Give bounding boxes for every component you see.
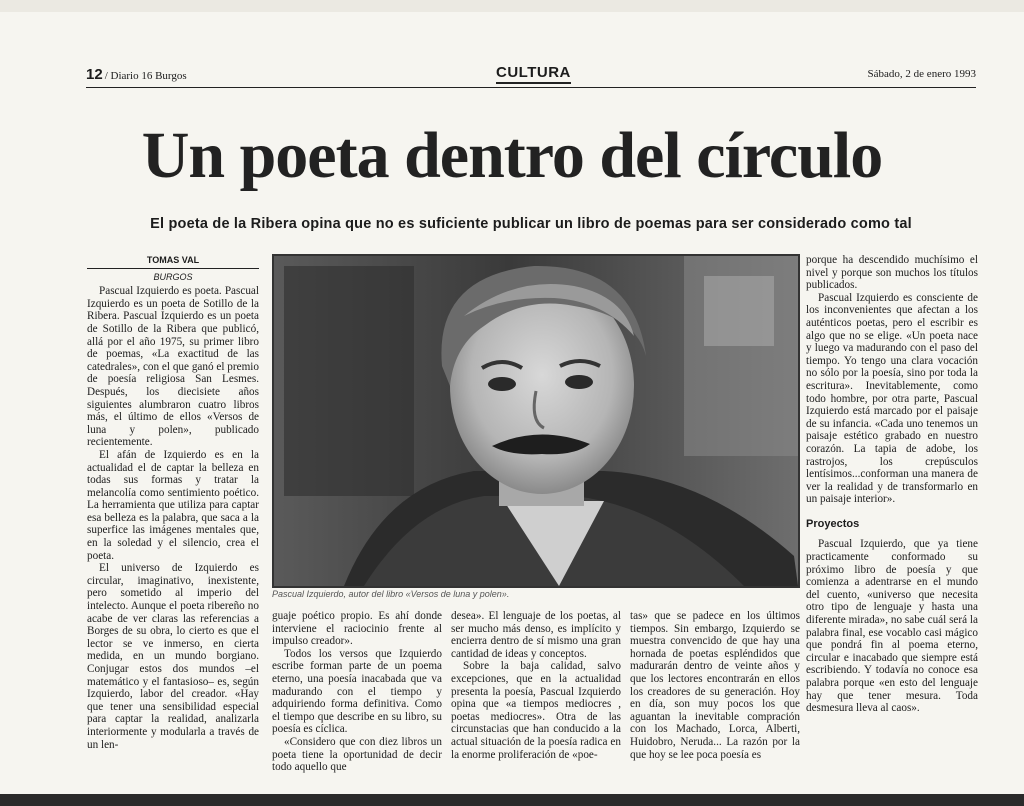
article-column-4 bbox=[630, 610, 800, 794]
scan-edge-top bbox=[0, 0, 1024, 12]
paragraph: Pascual Izquierdo, que ya tiene practicamente conformado su próximo libro de poesía y que comienza a adentrarse en el mundo del cuento, «universo que necesita otro tipo de lenguaje y hasta una diferente mirada», no sabe cuál será la palabra final, ese vocablo casi mágico que pondrá fin al poema eterno, circular e inacabado que siempre está escribiendo. Y todavía no conoce esa palabra porque «en esto del lenguaje hay que tener mesura. Toda desmesura lleva al caos». bbox=[806, 538, 978, 715]
section-subtitle: Proyectos bbox=[806, 517, 860, 530]
paragraph: El universo de Izquierdo es circular, imaginativo, inexistente, pero sometido al imperio del intelecto. Aunque el poeta ribereño no acabe de ver claras las referencias a Borges de su obra, lo cierto es que el lector se ve inmerso, en cierta medida, en un mundo borgiano. Conjugar estos dos mundos –el matemático y el fantasioso– es, según Izquierdo, labor del creador. «Hay que tener una sensibilidad especial para captar la realidad, analizarla interiormente y modularla a través de un len- bbox=[87, 562, 259, 751]
paragraph: tas» que se padece en los últimos tiempos. Sin embargo, Izquierdo se muestra convencido de que hay una hornada de poetas espléndidos que madurarán dentro de veinte años y que los lectores encontrarán en ellos los creadores de su generación. Hoy en día, son muy pocos los que aguantan la inevitable compración con los Machado, Lorca, Alberti, Huidobro, Neruda... La razón por la que hoy se lee poca poesía es bbox=[630, 610, 800, 761]
photo-caption: Pascual Izquierdo, autor del libro «Versos de luna y polen». bbox=[272, 589, 510, 599]
paragraph: desea». El lenguaje de los poetas, al ser mucho más denso, es implícito y encierra dentro de sí mismo una gran cantidad de ideas y conceptos. bbox=[451, 610, 621, 660]
paragraph: Pascual Izquierdo es poeta. Pascual Izquierdo es un poeta de Sotillo de la Ribera. Pascual Izquierdo es un poeta de Sotillo de la Ribera que publicó, allá por el año 1975, su primer libro de poemas, «La exactitud de las catedrales», con el que ganó el premio de poesía religiosa San Lesmes. Después, los diecisiete años siguientes alumbraron cuatro libros más, el último de ellos «Versos de luna y polen», publicado recientemente. bbox=[87, 285, 259, 449]
article-headline: Un poeta dentro del círculo bbox=[141, 119, 883, 192]
page-number-value: 12 bbox=[86, 66, 103, 83]
article-photo bbox=[272, 254, 800, 588]
page-number bbox=[86, 66, 187, 83]
paragraph: «Considero que con diez libros un poeta tiene la oportunidad de decir todo aquello que bbox=[272, 735, 442, 774]
paragraph: guaje poético propio. Es ahí donde interviene el raciocinio frente al impulso creador». bbox=[272, 610, 442, 648]
paragraph: Sobre la baja calidad, salvo excepciones, que en la actualidad presenta la poesía, Pascual Izquierdo opina que «a tiempos mediocres , poetas mediocres». Otra de las circunstacias que han conducido a la actual situación de la poesía radica en la enorme proliferación de «poe- bbox=[451, 660, 621, 761]
publication-name: / Diario 16 Burgos bbox=[104, 70, 187, 82]
portrait-photo bbox=[274, 256, 798, 586]
issue-date: Sábado, 2 de enero 1993 bbox=[867, 68, 976, 80]
section-label: CULTURA bbox=[496, 64, 571, 84]
scan-edge-bottom bbox=[0, 794, 1024, 806]
article-subheadline: El poeta de la Ribera opina que no es suficiente publicar un libro de poemas para ser considerado como tal bbox=[150, 216, 912, 232]
article-column-3 bbox=[451, 610, 621, 794]
article-column-1 bbox=[87, 254, 259, 794]
byline-location: BURGOS bbox=[153, 271, 193, 282]
paragraph: Pascual Izquierdo es consciente de los inconvenientes que afectan a los auténticos poetas, pero el escribir es algo que no se elige. «Un poeta nace y luego va madurando con el paso del tiempo. Yo tengo una clara vocación no sólo por la poesía, sino por toda la escritura». Inevitablemente, como todo hombre, por otra parte, Pascual Izquierdo está marcado por el paisaje de su infancia. «Cada uno tenemos un paisaje estético grabado en nuestro corazón. La tapia de adobe, los rastrojos, los crepúsculos lentísimos...conforman una manera de ver la realidad y de transformarlo en un paisaje interior». bbox=[806, 291, 978, 506]
paragraph: porque ha descendido muchísimo el nivel y porque son muchos los títulos publicados. bbox=[806, 254, 978, 292]
article-column-5 bbox=[806, 254, 978, 794]
paragraph: El afán de Izquierdo es en la actualidad el de captar la belleza en todas sus formas y tratar la melancolía como sentimiento poético. La herramienta que utiliza para captar esa belleza es la palabra, que saca a la superfice las imágenes mentales que, en la soledad y el silencio, crea el poeta. bbox=[87, 448, 259, 562]
article-column-2 bbox=[272, 610, 442, 794]
page-header bbox=[86, 66, 976, 88]
byline-author: TOMAS VAL bbox=[87, 254, 259, 269]
paragraph: Todos los versos que Izquierdo escribe forman parte de un poema eterno, una poesía inacabada que va madurando con el tiempo y adquiriendo forma definitiva. Como el tiempo que describe en su libro, su poesía es cíclica. bbox=[272, 647, 442, 736]
